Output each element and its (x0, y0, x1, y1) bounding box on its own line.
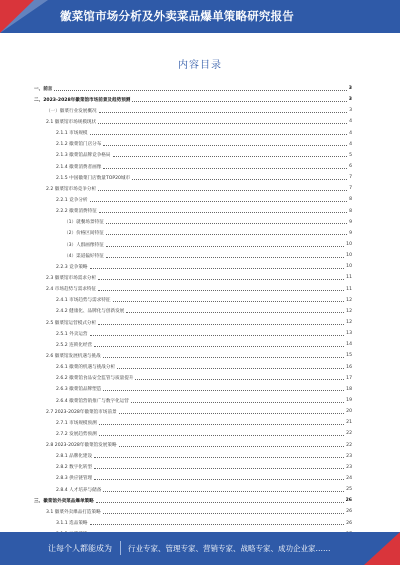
toc-dot-leader (98, 187, 347, 191)
toc-page-number: 4 (349, 130, 352, 136)
toc-entry-label: （一）徽菜行业发展概况 (46, 108, 97, 114)
toc-row[interactable] (34, 417, 352, 428)
toc-dot-leader (94, 454, 344, 458)
toc-row[interactable] (34, 473, 352, 484)
toc-row[interactable] (34, 272, 352, 283)
page-footer (0, 532, 400, 565)
toc-page-number: 3 (348, 97, 352, 103)
toc-dot-leader (54, 87, 346, 91)
toc-row[interactable] (34, 362, 352, 373)
toc-page-number: 7 (349, 175, 352, 181)
toc-entry-label: 2.4 市场趋势与需求特征 (46, 287, 97, 293)
toc-page-number: 26 (346, 509, 352, 515)
toc-page-number: 3 (349, 108, 352, 114)
toc-page-number: 7 (349, 186, 352, 192)
toc-dot-leader (119, 410, 345, 414)
toc-page-number: 14 (346, 342, 352, 348)
toc-row[interactable] (34, 139, 352, 150)
toc-row[interactable] (34, 373, 352, 384)
toc-dot-leader (99, 109, 348, 113)
toc-entry-label: （4）渠道偏好特征 (64, 253, 104, 259)
toc-dot-leader (113, 153, 348, 157)
toc-page-number: 10 (346, 253, 352, 259)
toc-row[interactable] (34, 172, 352, 183)
toc-entry-label: （3）人群画像特征 (64, 242, 104, 248)
toc-entry-label: 3.1 徽菜外卖爆品打造策略 (46, 509, 101, 515)
toc-row[interactable] (34, 350, 352, 361)
toc-page-number: 23 (346, 464, 352, 470)
toc-dot-leader (99, 421, 344, 425)
toc-entry-label: 2.8.3 供应链管理 (56, 476, 93, 482)
toc-page-number: 11 (346, 275, 352, 281)
toc-page-number: 22 (346, 431, 352, 437)
toc-dot-leader (117, 365, 344, 369)
toc-row[interactable] (34, 194, 352, 205)
toc-dot-leader (94, 343, 344, 347)
toc-dot-leader (103, 165, 347, 169)
toc-entry-label: 2.8.4 人才培养与储备 (56, 487, 102, 493)
toc-dot-leader (96, 499, 344, 503)
toc-page-number: 17 (346, 375, 352, 381)
toc-entry-label: 三、徽菜馆外卖菜品爆单策略 (34, 498, 94, 504)
toc-page-number: 24 (346, 475, 352, 481)
toc-row[interactable] (34, 206, 352, 217)
toc-row[interactable] (34, 183, 352, 194)
toc-page-number: 23 (346, 453, 352, 459)
toc-dot-leader (99, 209, 347, 213)
footer-slogan-right: 行业专家、管理专家、营销专家、战略专家、成功企业家…… (128, 544, 331, 553)
toc-dot-leader (135, 376, 344, 380)
toc-entry-label: 2.1.3 徽菜馆品牌竞争格局 (56, 153, 111, 159)
toc-row[interactable] (34, 406, 352, 417)
toc-row[interactable] (34, 517, 352, 528)
toc-entry-label: 2.8.1 品牌化建设 (56, 454, 93, 460)
toc-row[interactable] (34, 228, 352, 239)
toc-row[interactable] (34, 83, 352, 94)
toc-dot-leader (132, 176, 347, 180)
toc-entry-label: 2.1.1 市场规模 (56, 131, 88, 137)
toc-entry-label: 2.1.4 徽菜消费者画像 (56, 164, 102, 170)
toc-row[interactable] (34, 128, 352, 139)
toc-row[interactable] (34, 440, 352, 451)
toc-dot-leader (94, 465, 344, 469)
toc-dot-leader (90, 265, 345, 269)
toc-dot-leader (119, 443, 345, 447)
toc-row[interactable] (34, 161, 352, 172)
toc-entry-label: 2.6 徽菜馆发展机遇与挑战 (46, 353, 101, 359)
toc-entry-label: 2.7 2023-2028年徽菜馆市场前景 (46, 409, 117, 415)
toc-entry-label: 2.4.1 市场趋势与需求特征 (56, 298, 111, 304)
toc-page-number: 15 (346, 353, 352, 359)
toc-dot-leader (131, 399, 344, 403)
toc-row[interactable] (34, 317, 352, 328)
toc-row[interactable] (34, 105, 352, 116)
toc-page-number: 21 (346, 420, 352, 426)
toc-entry-label: （1）就餐场景特征 (64, 220, 104, 226)
toc-entry-label: 2.5.2 连锁化经营 (56, 342, 93, 348)
toc-row[interactable] (34, 506, 352, 517)
toc-page-number: 12 (346, 297, 352, 303)
toc-dot-leader (90, 332, 345, 336)
toc-row[interactable] (34, 284, 352, 295)
footer-divider (120, 541, 121, 555)
toc-row[interactable] (34, 395, 352, 406)
toc-row[interactable] (34, 295, 352, 306)
toc-page-number: 3 (348, 86, 352, 92)
toc-entry-label: 2.7.2 发展趋势预测 (56, 431, 97, 437)
toc-row[interactable] (34, 495, 352, 506)
toc-entry-label: 2.6.4 徽菜馆营销推广与数字化运营 (56, 398, 129, 404)
toc-entry-label: 3.1.1 选品策略 (56, 521, 88, 527)
header-red-decoration (0, 0, 34, 33)
toc-row[interactable] (34, 217, 352, 228)
toc-entry-label: 2.6.2 徽菜馆食品安全监管与质量提升 (56, 376, 134, 382)
toc-entry-label: 2.2.2 徽菜消费特征 (56, 209, 97, 215)
toc-row[interactable] (34, 306, 352, 317)
toc-entry-label: 2.2.1 竞争分析 (56, 197, 88, 203)
toc-row[interactable] (34, 384, 352, 395)
toc-row[interactable] (34, 328, 352, 339)
toc-page-number: 26 (345, 498, 352, 504)
toc-row[interactable] (34, 116, 352, 127)
toc-dot-leader (106, 220, 347, 224)
toc-row[interactable] (34, 150, 352, 161)
toc-page-number: 8 (349, 208, 352, 214)
toc-dot-leader (90, 131, 348, 135)
toc-dot-leader (103, 354, 344, 358)
report-title: 徽菜馆市场分析及外卖菜品爆单策略研究报告 (60, 9, 294, 23)
toc-page-number: 26 (346, 520, 352, 526)
toc-page-number: 20 (346, 409, 352, 415)
toc-heading: 内容目录 (178, 60, 222, 71)
toc-page-number: 12 (346, 308, 352, 314)
toc-entry-label: 2.5 徽菜馆运营模式分析 (46, 320, 97, 326)
toc-dot-leader (103, 510, 344, 514)
toc-entry-label: 2.7.1 市场规模预测 (56, 420, 97, 426)
footer-red-decoration (364, 532, 400, 565)
toc-page-number: 4 (349, 141, 352, 147)
toc-dot-leader (103, 142, 347, 146)
toc-page-number: 16 (346, 364, 352, 370)
toc-page-number: 22 (346, 442, 352, 448)
toc-entry-label: 一、前言 (34, 86, 53, 92)
toc-entry-label: 2.4.2 健康化、品牌化与创新发展 (56, 309, 125, 315)
toc-entry-label: 2.3 徽菜馆市场需求分析 (46, 275, 97, 281)
toc-row[interactable] (34, 428, 352, 439)
toc-dot-leader (103, 488, 344, 492)
toc-entry-label: 2.2.3 竞争策略 (56, 264, 88, 270)
toc-page-number: 12 (346, 320, 352, 326)
footer-slogan-left: 让每个人都能成为 (48, 544, 112, 553)
toc-entry-label: 二、2023-2028年徽菜馆市场前景及趋势预测 (34, 97, 131, 103)
toc-dot-leader (90, 198, 348, 202)
toc-page-number: 9 (349, 219, 352, 225)
toc-dot-leader (106, 231, 347, 235)
toc-page-number: 11 (346, 286, 352, 292)
toc-row[interactable] (34, 250, 352, 261)
toc-page-number: 6 (349, 164, 352, 170)
toc-entry-label: 2.6.1 徽菜的机遇与挑战分析 (56, 365, 116, 371)
toc-page-number: 25 (346, 487, 352, 493)
table-of-contents (34, 83, 352, 540)
toc-row[interactable] (34, 451, 352, 462)
toc-dot-leader (132, 98, 346, 102)
toc-dot-leader (94, 476, 344, 480)
toc-page-number: 13 (346, 331, 352, 337)
toc-entry-label: （2）价格区间特征 (64, 231, 104, 237)
toc-page-number: 8 (349, 197, 352, 203)
toc-page-number: 10 (346, 242, 352, 248)
page-header (0, 0, 400, 33)
toc-row[interactable] (34, 462, 352, 473)
toc-dot-leader (126, 309, 344, 313)
toc-dot-leader (113, 298, 345, 302)
toc-page-number: 5 (349, 152, 352, 158)
toc-dot-leader (103, 387, 344, 391)
toc-dot-leader (106, 254, 344, 258)
toc-dot-leader (98, 321, 344, 325)
toc-entry-label: 2.1 徽菜馆市场规模现状 (46, 119, 97, 125)
toc-page-number: 9 (349, 230, 352, 236)
toc-page-number: 18 (346, 386, 352, 392)
toc-dot-leader (98, 120, 347, 124)
toc-page-number: 4 (349, 119, 352, 125)
toc-entry-label: 2.6.3 徽菜馆品牌塑造 (56, 387, 102, 393)
toc-row[interactable] (34, 339, 352, 350)
toc-entry-label: 2.5.1 外卖运营 (56, 331, 88, 337)
toc-dot-leader (99, 432, 344, 436)
toc-page-number: 10 (346, 264, 352, 270)
toc-dot-leader (98, 287, 344, 291)
toc-dot-leader (98, 276, 344, 280)
toc-row[interactable] (34, 261, 352, 272)
toc-entry-label: 2.8 2023-2028年徽菜馆发展策略 (46, 443, 117, 449)
toc-entry-label: 2.1.5 中国徽菜门店数量TOP20城市 (56, 175, 131, 181)
toc-entry-label: 2.8.2 数字化转型 (56, 465, 93, 471)
toc-entry-label: 2.2 徽菜馆市场竞争分析 (46, 186, 97, 192)
toc-dot-leader (106, 243, 344, 247)
toc-row[interactable] (34, 484, 352, 495)
toc-page-number: 19 (346, 398, 352, 403)
toc-entry-label: 2.1.2 徽菜馆门店分布 (56, 142, 102, 148)
toc-dot-leader (90, 521, 345, 525)
toc-row[interactable] (34, 239, 352, 250)
toc-row[interactable] (34, 94, 352, 105)
